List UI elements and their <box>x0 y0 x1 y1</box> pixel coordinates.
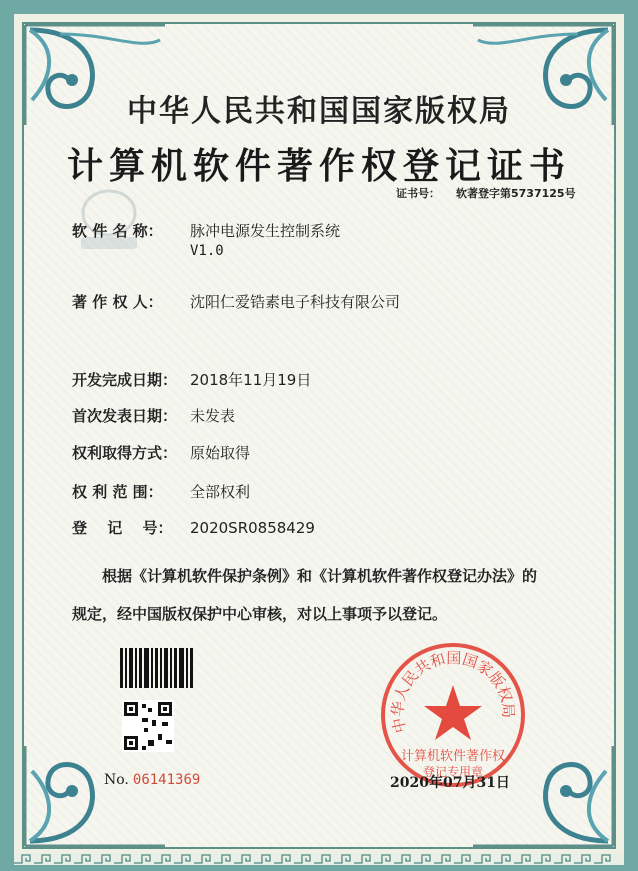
seal-arc-text: 中华人民共和国国家版权局 <box>388 649 518 735</box>
qr-code-icon <box>122 700 174 752</box>
field-label: 首次发表日期： <box>72 407 178 425</box>
issuer-title: 中华人民共和国国家版权局 <box>127 94 511 129</box>
statement-line-1: 根据《计算机软件保护条例》和《计算机软件著作权登记办法》的 <box>102 567 538 585</box>
field-value: 2018年11月19日 <box>190 371 312 389</box>
field-scope <box>72 481 250 502</box>
field-label: 权 利 范 围： <box>72 483 163 501</box>
field-value: 未发表 <box>190 407 236 425</box>
software-version: V1.0 <box>190 243 224 259</box>
issue-date: 2020年07月31日 <box>390 775 510 791</box>
official-seal-icon <box>378 640 528 790</box>
greek-key-border-icon <box>14 853 624 865</box>
seal-inner-line-2: 登记专用章 <box>422 765 484 779</box>
certificate-number-value: 软著登字第5737125号 <box>456 187 576 200</box>
barcode-icon <box>120 648 196 688</box>
field-label: 登 记 号： <box>72 519 173 537</box>
field-first-publication <box>72 405 235 426</box>
field-value: 全部权利 <box>190 483 251 501</box>
field-registration-no <box>72 517 315 538</box>
serial-label: No. <box>104 772 129 788</box>
certificate-number-label: 证书号： <box>396 187 440 200</box>
certificate-number <box>396 185 576 201</box>
field-value: 沈阳仁爱锆素电子科技有限公司 <box>190 293 401 311</box>
field-label: 权利取得方式： <box>72 444 178 462</box>
field-value: 脉冲电源发生控制系统 <box>190 222 341 240</box>
field-value: 2020SR0858429 <box>190 519 315 537</box>
field-software-name <box>72 220 340 241</box>
statement-line-2: 规定，经中国版权保护中心审核，对以上事项予以登记。 <box>72 605 448 623</box>
field-acquisition <box>72 442 250 463</box>
field-dev-date <box>72 369 311 390</box>
field-owner <box>72 291 400 312</box>
field-label: 软 件 名 称： <box>72 222 163 240</box>
field-label: 著 作 权 人： <box>72 293 163 311</box>
corner-ornament-icon <box>20 741 170 851</box>
field-label: 开发完成日期： <box>72 371 178 389</box>
seal-inner-line-1: 计算机软件著作权 <box>400 749 506 764</box>
serial-number <box>104 772 200 788</box>
serial-value: 06141369 <box>132 772 201 788</box>
field-value: 原始取得 <box>190 444 251 462</box>
certificate-title: 计算机软件著作权登记证书 <box>66 145 571 187</box>
